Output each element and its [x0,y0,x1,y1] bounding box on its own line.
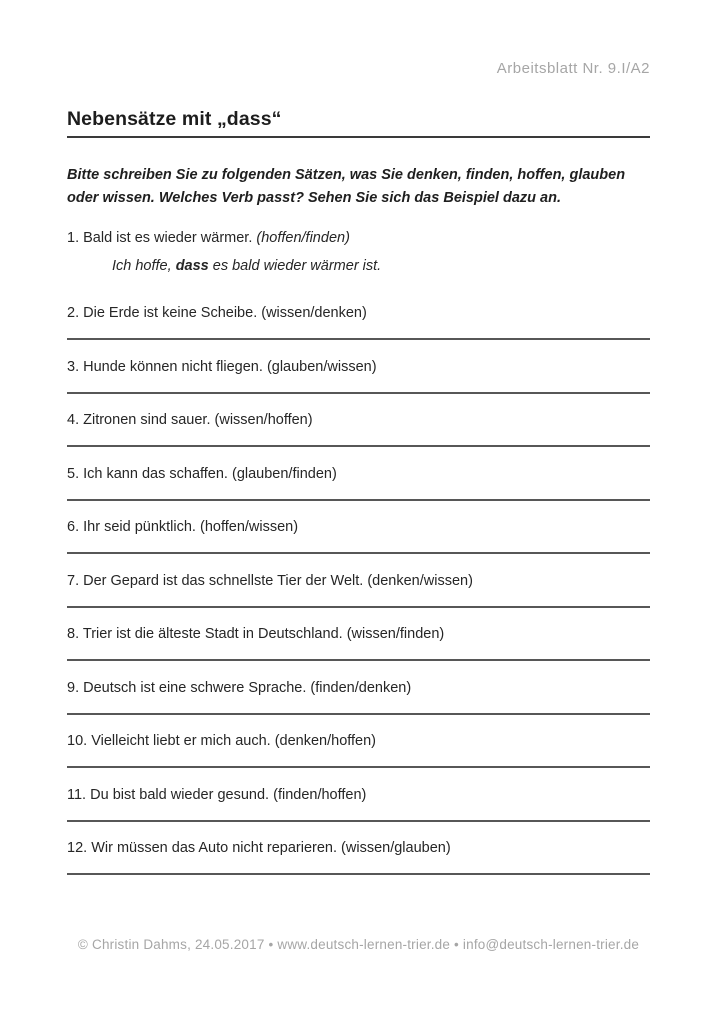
question-number: 10. [67,733,88,749]
question-item [67,680,650,715]
question-number: 4. [67,412,80,428]
question-sentence: Zitronen sind sauer. [83,412,211,428]
question-text [67,733,650,750]
example-answer [112,258,650,275]
question-number: 2. [67,305,80,321]
question-text [67,840,650,857]
title-divider [67,136,650,138]
example-emphasis: dass [175,258,209,274]
verb-options: (wissen/finden) [346,626,445,642]
question-number: 5. [67,465,80,482]
verb-options: (wissen/hoffen) [214,412,313,428]
verb-options: (finden/denken) [310,679,412,696]
answer-line [67,873,650,875]
verb-options: (denken/wissen) [367,572,473,589]
question-number: 1. [67,230,80,246]
answer-line [67,338,650,340]
footer-credit: © Christin Dahms, 24.05.2017 • www.deutsch-lernen-trier.de • info@deutsch-lernen-trier.de [77,937,640,952]
question-sentence: Der Gepard ist das schnellste Tier der Welt. [83,572,364,589]
verb-options: (glauben/wissen) [266,358,377,375]
answer-line [67,766,650,768]
answer-line [67,552,650,554]
question-sentence: Hunde können nicht fliegen. [83,358,263,375]
question-sentence: Du bist bald wieder gesund. [90,786,270,803]
example-post: es bald wieder wärmer ist. [208,258,382,274]
question-sentence: Trier ist die älteste Stadt in Deutschland. [82,626,343,642]
answer-line [67,659,650,661]
question-number: 6. [67,519,80,535]
question-number: 3. [67,358,80,375]
verb-options: (denken/hoffen) [274,733,377,749]
question-text [67,466,650,483]
question-text [67,359,650,376]
question-item [67,840,650,875]
question-text [67,573,650,590]
question-item [67,230,650,275]
question-item [67,466,650,501]
answer-line [67,606,650,608]
question-text [67,412,650,429]
question-sentence: Ich kann das schaffen. [83,465,228,482]
question-number: 11. [67,786,87,803]
question-number: 12. [67,840,88,856]
question-sentence: Bald ist es wieder wärmer. [83,230,253,246]
question-item [67,519,650,554]
question-item [67,305,650,340]
question-sentence: Die Erde ist keine Scheibe. [83,305,258,321]
verb-options: (finden/hoffen) [273,786,367,803]
question-item [67,412,650,447]
verb-options: (glauben/finden) [232,465,337,482]
verb-options: (wissen/denken) [261,305,367,321]
answer-line [67,499,650,501]
question-number: 9. [67,679,80,696]
verb-options: (hoffen/wissen) [200,519,299,535]
question-sentence: Wir müssen das Auto nicht reparieren. [91,840,338,856]
question-item [67,626,650,661]
page-title: Nebensätze mit „dass“ [67,108,282,130]
question-item [67,733,650,768]
question-text [67,626,650,643]
question-item [67,359,650,394]
example-pre: Ich hoffe, [112,258,176,274]
question-number: 7. [67,572,80,589]
answer-line [67,392,650,394]
verb-options: (wissen/glauben) [341,840,451,856]
answer-line [67,820,650,822]
question-text [67,787,650,804]
worksheet-number: Arbeitsblatt Nr. 9.I/A2 [496,60,650,77]
question-text [67,305,650,322]
question-item [67,573,650,608]
question-sentence: Deutsch ist eine schwere Sprache. [83,679,307,696]
question-number: 8. [67,626,80,642]
question-sentence: Vielleicht liebt er mich auch. [91,733,271,749]
question-text [67,230,650,247]
answer-line [67,713,650,715]
answer-line [67,445,650,447]
question-text [67,519,650,536]
question-sentence: Ihr seid pünktlich. [83,519,196,535]
verb-options: (hoffen/finden) [256,230,350,246]
instructions-text: Bitte schreiben Sie zu folgenden Sätzen, was Sie denken, finden, hoffen, glauben oder wissen. Welches Verb passt? Sehen Sie sich das Beispiel dazu an. [67,167,626,206]
question-item [67,787,650,822]
question-text [67,680,650,697]
